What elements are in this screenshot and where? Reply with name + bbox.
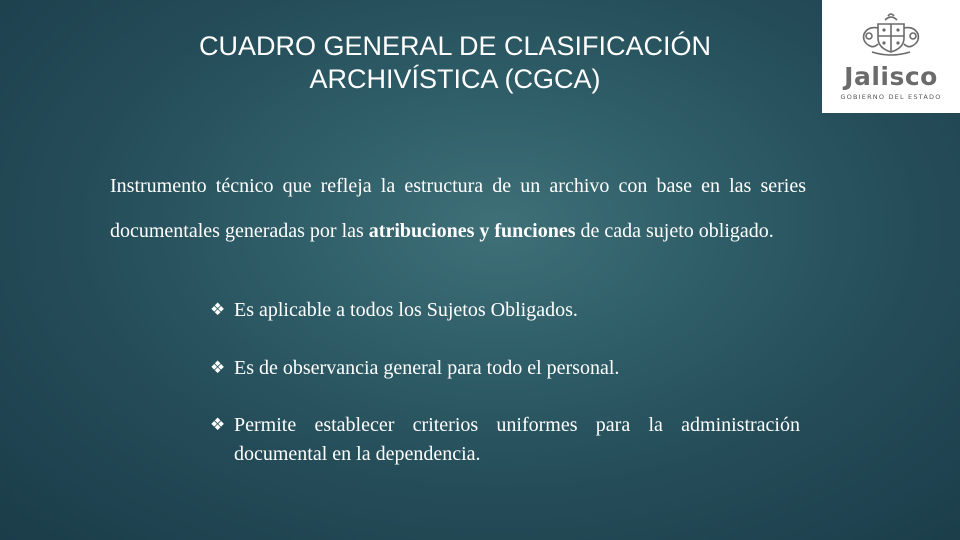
list-item-text: Es aplicable a todos los Sujetos Obligados. [234,299,578,321]
list-item-text: Es de observancia general para todo el personal. [234,357,620,379]
title-line-1: CUADRO GENERAL DE CLASIFICACIÓN [198,31,712,61]
list-item-text: Permite establecer criterios uniformes para la administración documental en la dependencia. [234,414,800,465]
slide-title [60,30,850,96]
list-item [210,296,800,325]
diamond-bullet-icon: ❖ [210,415,226,434]
list-item [210,411,800,469]
logo-subtitle: GOBIERNO DEL ESTADO [840,93,942,101]
jalisco-logo [822,0,960,113]
logo-name: Jalisco [844,62,938,91]
intro-text-end: de cada sujeto obligado. [575,220,774,242]
list-item [210,354,800,383]
intro-paragraph [110,164,806,254]
intro-text-bold: atribuciones y funciones [368,220,576,242]
coat-of-arms-icon [822,0,960,62]
diamond-bullet-icon: ❖ [210,358,226,377]
title-line-2: ARCHIVÍSTICA (CGCA) [309,64,601,94]
intro-text-start: Instrumento técnico que refleja la estructura de un archivo con base en las series documentales generadas por las [110,175,806,242]
diamond-bullet-icon: ❖ [210,300,226,319]
